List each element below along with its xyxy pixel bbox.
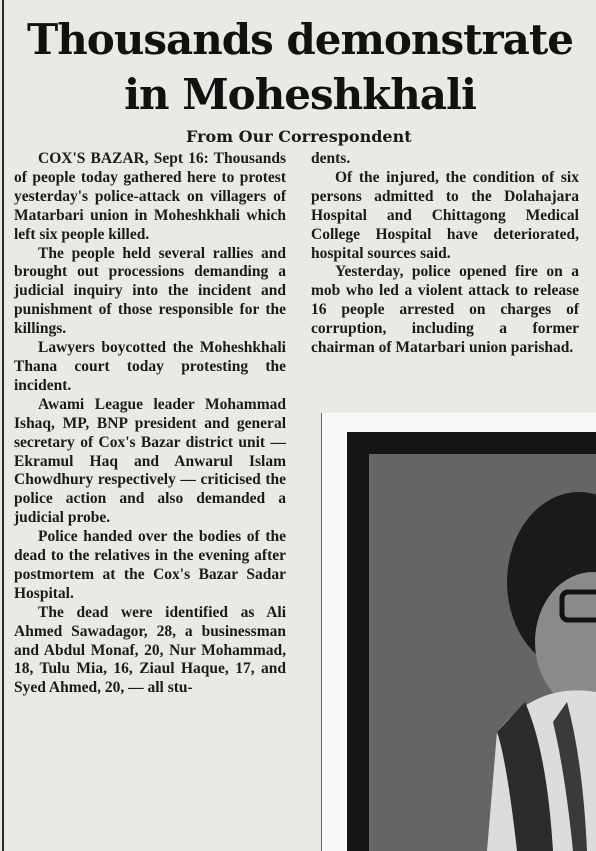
headline-line-2: in Moheshkhali [124,70,476,119]
paragraph-continued: dents. [311,150,351,167]
paragraph: Police handed over the bodies of the dead to the relatives in the evening after postmortem at the Cox's Bazar Sadar Hospital. [14,528,286,602]
paragraph: The dead were identified as Ali Ahmed Sawadagor, 28, a businessman and Abdul Monaf, 20, Nur Mohammad, 18, Tulu Mia, 16, Ziaul Haque, 17, and Syed Ahmed, 20, — all stu- [14,603,286,697]
portrait-image [347,432,596,851]
byline: From Our Correspondent [186,127,412,146]
column-rule [2,0,4,851]
headline-line-1: Thousands demonstrate [27,15,573,64]
portrait-photo [347,432,596,851]
paragraph: The people held several rallies and brought out processions demanding a judicial inquiry into the incident and punishment of those responsible for the killings. [14,244,286,338]
paragraph: Yesterday, police opened fire on a mob who led a violent attack to release 16 people arrested on charges of corruption, including a former chairman of Matarbari union parishad. [311,263,579,357]
paragraph-dateline: COX'S BAZAR, Sept 16: Thousands of people today gathered here to protest yesterday's police-attack on villagers of Matarbari union in Moheshkhali which left six people killed. [14,150,286,243]
paragraph: Lawyers boycotted the Moheshkhali Thana court today protesting the incident. [14,339,286,394]
paragraph: Of the injured, the condition of six persons admitted to the Dolahajara Hospital and Chittagong Medical College Hospital have deteriorated, hospital sources said. [311,168,579,262]
article-column-right [311,150,579,358]
headline [8,12,592,122]
paragraph: Awami League leader Mohammad Ishaq, MP, BNP president and general secretary of Cox's Bazar district unit — Ekramul Haq and Anwarul Islam Chowdhury respectively — criticised the police action and also demanded a judicial probe. [14,395,286,527]
article-column-left [14,150,286,698]
